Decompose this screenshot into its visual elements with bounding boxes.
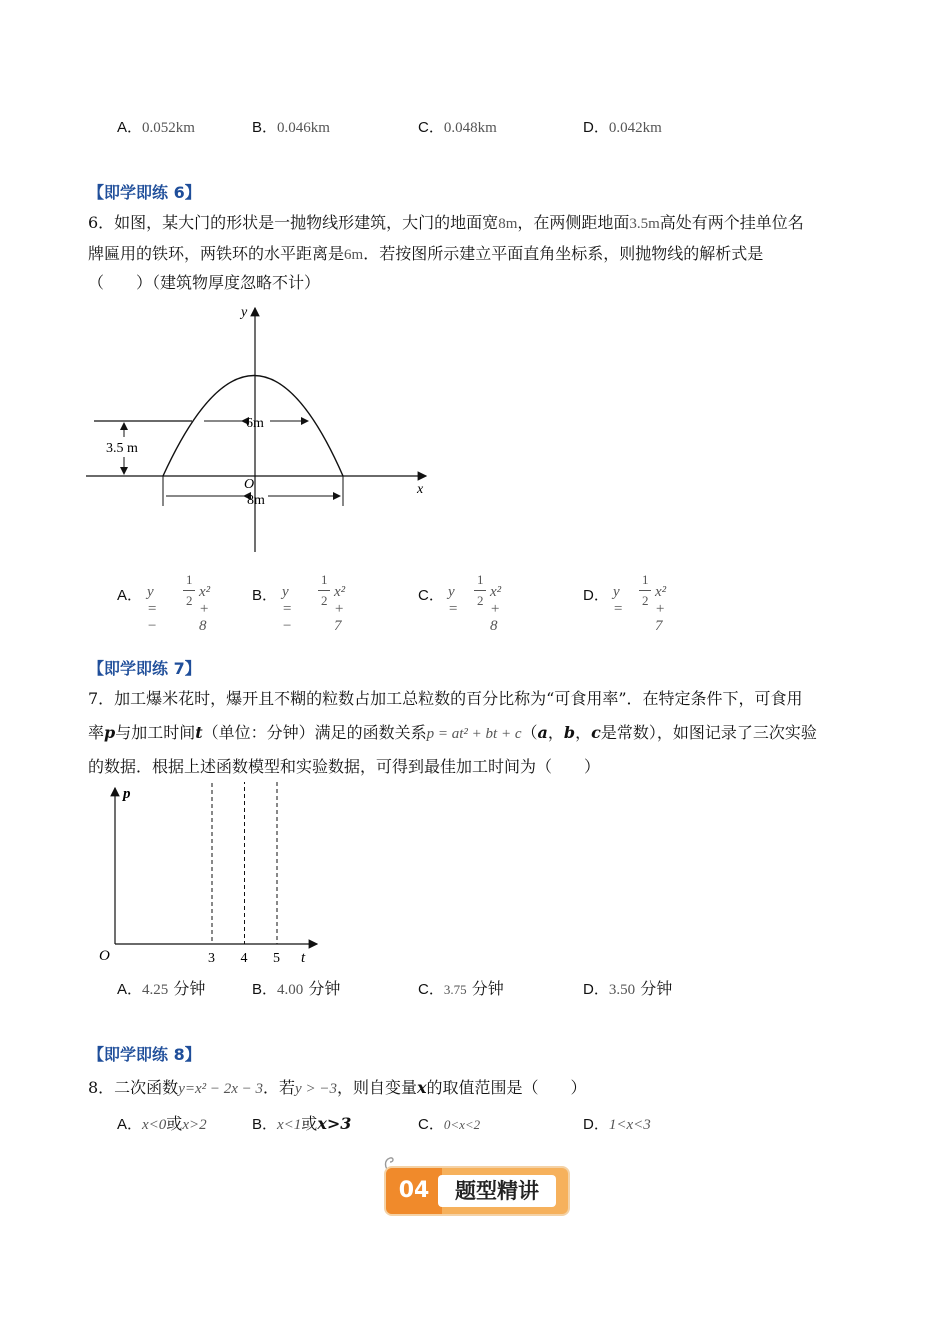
practice-tag-8: 【即学即练 8】 (88, 1045, 201, 1064)
q7-option-c: C．3.75 分钟 (418, 979, 504, 998)
x-tick-label: 5 (273, 951, 280, 966)
q7-option-d: D．3.50 分钟 (583, 979, 673, 998)
q5-option-c: C．0.048km (418, 119, 497, 136)
section-badge (386, 1168, 568, 1214)
badge-number: 04 (386, 1168, 442, 1214)
x-tick-label: 3 (208, 951, 215, 966)
badge-title: 题型精讲 (438, 1175, 556, 1207)
label-6m: 6m (246, 416, 264, 431)
q7-option-b: B．4.00 分钟 (252, 979, 341, 998)
q7-option-a: A．4.25 分钟 (117, 979, 206, 998)
q6-line-2: 牌匾用的铁环，两铁环的水平距离是6m．若按图所示建立平面直角坐标系，则抛物线的解析式是 (88, 244, 764, 263)
q5-option-a: A．0.052km (117, 119, 195, 136)
origin-label: O (244, 477, 255, 492)
popcorn-chart (85, 782, 325, 972)
q7-line-2: 率p与加工时间t（单位：分钟）满足的函数关系p = at² + bt + c（a，b，c是常数），如图记录了三次实验 (88, 723, 817, 742)
q8-option-c: C．0<x<2 (418, 1116, 481, 1133)
q8-option-d: D．1<x<3 (583, 1116, 651, 1133)
q6-line-1: 6．如图，某大门的形状是一抛物线形建筑，大门的地面宽8m，在两侧距地面3.5m高处有两个挂单位名 (88, 213, 804, 232)
x-axis-label: x (417, 482, 424, 497)
q8-line-1: 8．二次函数y=x² − 2x − 3．若y > −3，则自变量x的取值范围是（ ） (88, 1078, 587, 1097)
q8-option-b: B．x<1或x>3 (252, 1114, 352, 1133)
y-axis-label: y (241, 305, 248, 320)
q5-option-b: B．0.046km (252, 119, 330, 136)
p-axis-label: p (123, 786, 131, 802)
t-axis-label: t (301, 950, 306, 966)
label-8m: 8m (247, 493, 265, 508)
label-3-5m: 3.5 m (106, 441, 138, 456)
parabola-figure (80, 300, 440, 560)
practice-tag-7: 【即学即练 7】 (88, 659, 201, 678)
q5-option-d: D．0.042km (583, 119, 662, 136)
q7-line-1: 7．加工爆米花时，爆开且不糊的粒数占加工总粒数的百分比称为“可食用率”．在特定条件下，可食用 (88, 689, 803, 708)
q7-line-3: 的数据．根据上述函数模型和实验数据，可得到最佳加工时间为（ ） (88, 757, 601, 776)
practice-tag-6: 【即学即练 6】 (88, 183, 201, 202)
q6-line-3: （ ）（建筑物厚度忽略不计） (88, 273, 321, 292)
chart-origin-label: O (99, 948, 110, 964)
x-tick-label: 4 (240, 951, 248, 966)
q8-option-a: A．x<0或x>2 (117, 1114, 207, 1133)
